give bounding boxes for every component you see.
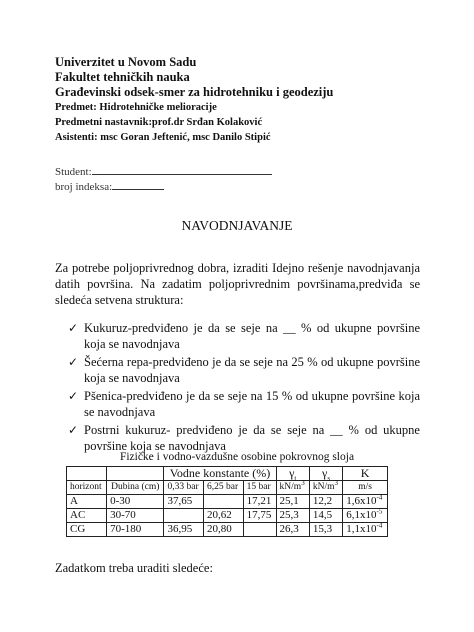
crop-structure-list <box>68 320 420 456</box>
check-mark-icon: ✓ <box>68 321 79 335</box>
check-mark-icon: ✓ <box>68 389 79 403</box>
gamma-s-unit: $kN/m^3$ <box>309 481 342 495</box>
blank-cell <box>67 467 107 481</box>
625-bar-cell <box>204 495 244 509</box>
document-title: NAVODNJAVANJE <box>181 218 293 233</box>
table-subheader-row <box>67 481 388 495</box>
list-item-text: Šećerna repa-predviđeno je da se seje na 25 % od ukupne površine koja se navodnjava <box>84 355 420 385</box>
625-bar-column-header: 6,25 bar <box>204 481 244 495</box>
list-item-text: Postrni kukuruz- predviđeno je da se seje na __ % od ukupne površine koja se navodnjava <box>84 423 420 453</box>
index-number-blank <box>112 189 164 190</box>
depth-cell: 30-70 <box>107 509 164 523</box>
table-row <box>67 509 388 523</box>
table-caption: Fizičke i vodno-vazdušne osobine pokrovnog sloja <box>119 451 355 463</box>
15-bar-column-header: 15 bar <box>243 481 276 495</box>
subject-line: Predmet: Hidrotehničke melioracije <box>55 102 217 113</box>
horizont-column-header: horizont <box>67 481 107 495</box>
horizont-cell: A <box>67 495 107 509</box>
k-cell: $6,1x10^{-5}$ <box>343 509 388 523</box>
index-label: broj indeksa: <box>55 181 113 193</box>
k-cell: $1,6x10^{-4}$ <box>343 495 388 509</box>
depth-cell: 0-30 <box>107 495 164 509</box>
check-mark-icon: ✓ <box>68 423 79 437</box>
gamma-s-cell: 12,2 <box>309 495 342 509</box>
table-header-row <box>67 467 388 481</box>
625-bar-cell: 20,80 <box>204 523 244 537</box>
depth-cell: 70-180 <box>107 523 164 537</box>
gamma-s-cell: 14,5 <box>309 509 342 523</box>
student-name-blank <box>92 174 272 175</box>
student-info <box>55 165 272 195</box>
list-item-text: Pšenica-predviđeno je da se seje na 15 % od ukupne površine koja se navodnjava <box>84 389 420 419</box>
teacher-line: Predmetni nastavnik:prof.dr Srđan Kolaković <box>55 117 263 128</box>
list-item-text: Kukuruz-predviđeno je da se seje na __ % od ukupne površine koja se navodnjava <box>84 321 420 351</box>
list-item <box>68 422 420 454</box>
blank-cell <box>107 467 164 481</box>
table-row <box>67 523 388 537</box>
department-name: Građevinski odsek-smer za hidrotehniku i geodeziju <box>55 85 334 99</box>
15-bar-cell: 17,75 <box>243 509 276 523</box>
625-bar-cell: 20,62 <box>204 509 244 523</box>
student-label: Student: <box>55 166 92 178</box>
faculty-name: Fakultet tehničkih nauka <box>55 70 190 84</box>
table-row <box>67 495 388 509</box>
k-header: K <box>343 467 388 481</box>
list-item <box>68 388 420 420</box>
list-item <box>68 320 420 352</box>
soil-properties-table <box>66 466 388 537</box>
check-mark-icon: ✓ <box>68 355 79 369</box>
gamma-t-unit: $kN/m^3$ <box>276 481 309 495</box>
horizont-cell: AC <box>67 509 107 523</box>
033-bar-cell: 37,65 <box>164 495 204 509</box>
gamma-t-header: $\gamma_t$ <box>276 467 309 481</box>
horizont-cell: CG <box>67 523 107 537</box>
gamma-t-cell: 25,3 <box>276 509 309 523</box>
15-bar-cell <box>243 523 276 537</box>
document-header <box>55 55 333 145</box>
033-bar-cell <box>164 509 204 523</box>
depth-column-header: Dubina (cm) <box>107 481 164 495</box>
k-unit: m/s <box>343 481 388 495</box>
university-name: Univerzitet u Novom Sadu <box>55 55 197 69</box>
15-bar-cell: 17,21 <box>243 495 276 509</box>
task-intro-line: Zadatkom treba uraditi sledeće: <box>55 561 213 575</box>
033-bar-column-header: 0,33 bar <box>164 481 204 495</box>
gamma-s-cell: 15,3 <box>309 523 342 537</box>
gamma-t-cell: 26,3 <box>276 523 309 537</box>
k-cell: $1,1x10^{-4}$ <box>343 523 388 537</box>
assistants-line: Asistenti: msc Goran Jeftenić, msc Danilo Stipić <box>55 132 271 143</box>
033-bar-cell: 36,95 <box>164 523 204 537</box>
intro-paragraph: Za potrebe poljoprivrednog dobra, izraditi Idejno rešenje navodnjavanja datih površina. Na zadatim poljoprivrednim površinama,predviđa se sledeća setvena struktura: <box>55 261 420 307</box>
gamma-t-cell: 25,1 <box>276 495 309 509</box>
list-item <box>68 354 420 386</box>
gamma-s-header: $\gamma_s$ <box>309 467 342 481</box>
water-constants-header: Vodne konstante (%) <box>164 467 276 481</box>
